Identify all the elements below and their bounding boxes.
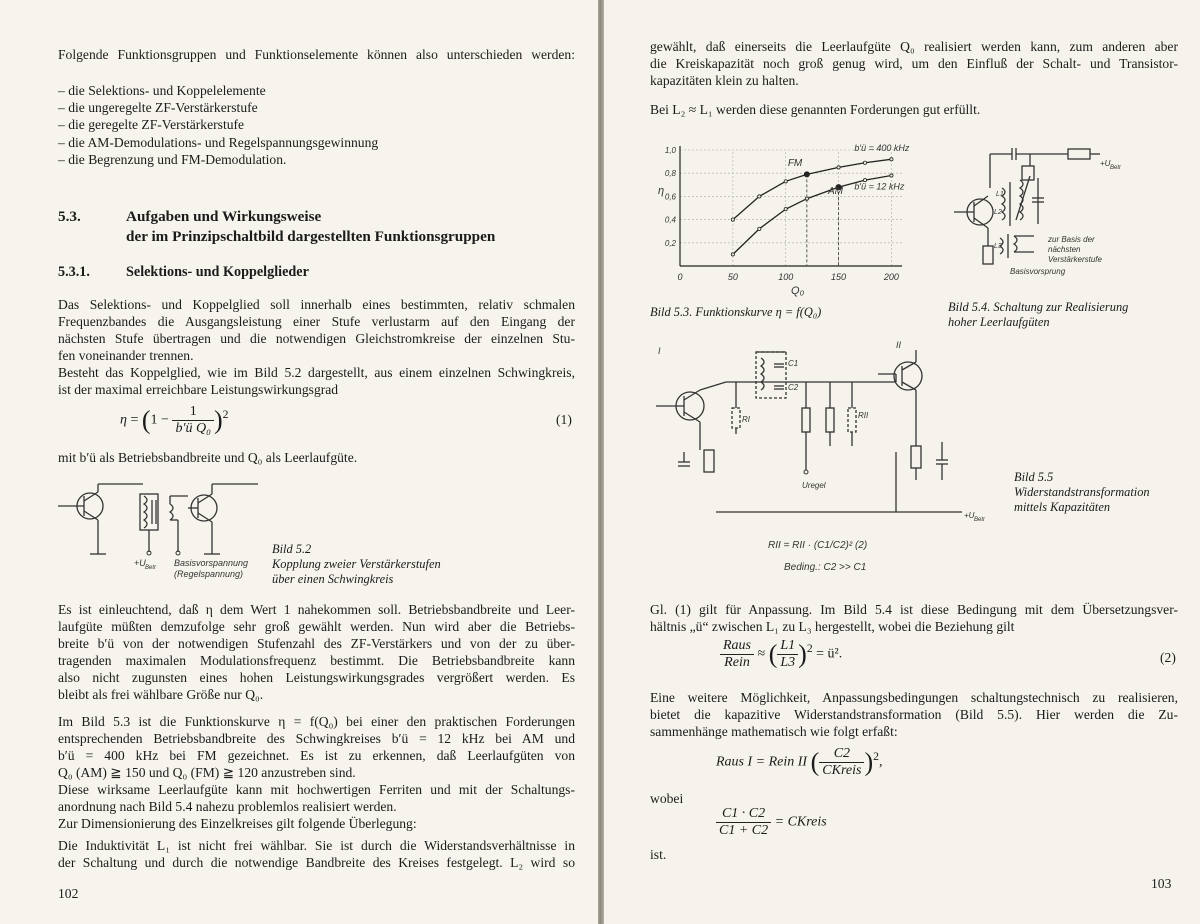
- fig55-c1-label: C1: [788, 359, 799, 368]
- eq-exponent: 2: [806, 642, 813, 656]
- chart-ytick-label: 0,8: [664, 169, 676, 179]
- eq-term: = CKreis: [774, 814, 827, 830]
- list-item: – die AM-Demodulations- und Regelspannungsgewinnung: [58, 134, 378, 151]
- caption-line: Bild 5.2: [272, 542, 312, 556]
- equation-1: η = (1 − $\frac{1}{\text{b′ü Q₀}}$ )$^2$: [120, 404, 229, 436]
- chart-point: [731, 253, 734, 256]
- figure-5-2-circuit: [58, 482, 258, 588]
- text-line: der Schaltung und durch die notwendige Bandbreite des Kreises festgelegt. L₂ wird so: [58, 855, 575, 870]
- eq-fraction: [716, 806, 771, 839]
- fig55-condition: Beding.: C2 >> C1: [784, 562, 867, 573]
- figure-5-4-caption: [948, 300, 1128, 330]
- fig52-ubetr-label: +U: [134, 558, 146, 568]
- eq-fraction: [777, 638, 798, 671]
- function-group-list: [58, 82, 378, 168]
- section-title-line1: Aufgaben und Wirkungsweise: [126, 208, 322, 225]
- eq-fraction: [720, 638, 754, 671]
- chart-xtick-label: 50: [727, 272, 738, 282]
- caption-line: mittels Kapazitäten: [1014, 500, 1111, 514]
- text-line: Das Selektions- und Koppelglied soll innerhalb eines bestimmten, relativ schmalen: [58, 297, 575, 312]
- text-line: entsprechenden Betriebsbandbreite des Schwingkreises b′ü = 12 kHz bei AM und: [58, 731, 575, 746]
- equation-2-number: (2): [1160, 650, 1176, 665]
- text-line: nächsten Stufe übertragen und die notwendigen Gleichstromkreise der einzelnen Stu-: [58, 331, 575, 346]
- text-line: gewählt, daß einerseits die Leerlaufgüte Q₀ realisiert werden kann, zum anderen aber: [650, 39, 1178, 54]
- chart-point: [890, 174, 893, 177]
- eq-numerator: C2: [819, 746, 864, 763]
- subsection-title: Selektions- und Koppelglieder: [126, 264, 309, 280]
- text-line: kapazitäten klein zu halten.: [650, 73, 799, 88]
- text-line: ist der maximal erreichbare Leistungswirkungsgrad: [58, 382, 339, 397]
- figure-5-5-circuit: [656, 342, 996, 582]
- chart-annotation-am: AM: [828, 186, 843, 198]
- fig55-ubetr-sub: Betr: [974, 517, 986, 523]
- fig55-transistor-i-label: I: [658, 346, 661, 356]
- eq-fraction: [819, 746, 864, 779]
- chart-ytick-label: 0,4: [664, 215, 676, 225]
- fig54-l3-label: L3: [994, 243, 1002, 250]
- eq-denominator: L3: [780, 655, 796, 670]
- caption-line: Bild 5.4. Schaltung zur Realisierung: [948, 300, 1129, 314]
- fig55-ri-label: RI: [742, 415, 750, 424]
- right-page: [604, 0, 1200, 924]
- equation-3: Raus I = Rein II ( $\frac{C2}{\text{CKreis}}$ )$^2$,: [716, 746, 883, 778]
- equation-2: $\frac{\text{Raus}}{\text{Rein}}$ ≈ ( $\frac{L1}{L3}$ )$^2$ = ü².: [720, 638, 842, 671]
- text-line: anordnung nach Bild 5.4 nahezu problemlos realisiert werden.: [58, 799, 397, 814]
- figure-5-4-circuit: [950, 146, 1150, 286]
- text-line: also nicht zugunsten eines hohen Leistungswirkungsgrades vergrößert werden. Es: [58, 670, 575, 685]
- caption-line: über einen Schwingkreis: [272, 572, 394, 586]
- page-number-left: 102: [58, 886, 79, 901]
- eq-denominator: C1 + C2: [719, 823, 769, 838]
- fig55-formula: RII = RII · (C1/C2)² (2): [768, 540, 868, 551]
- mit-line: mit b′ü als Betriebsbandbreite und Q₀ als Leerlaufgüte.: [58, 450, 358, 465]
- fig54-next-label-2: nächsten: [1048, 245, 1081, 254]
- intro-text: Folgende Funktionsgruppen und Funktionselemente können also unterschieden werden:: [58, 47, 575, 62]
- chart-xtick-label: 150: [831, 272, 847, 282]
- eq-term: 1 −: [150, 412, 169, 428]
- eq-term: = ü².: [816, 646, 843, 662]
- chart-ticks: [665, 146, 899, 282]
- text-line: Besteht das Koppelglied, wie im Bild 5.2 dargestellt, aus einem einzelnen Schwingkreis,: [58, 365, 575, 380]
- wobei-text: wobei: [650, 791, 684, 806]
- eq-exponent: 2: [222, 408, 229, 422]
- text-line: Frequenzbandes die Ausgangsleistung einer Stufe verlustarm auf den Eingang der: [58, 314, 575, 329]
- equation-4: [716, 806, 827, 839]
- fig55-transistor-ii-label: II: [896, 340, 902, 350]
- caption-line: hoher Leerlaufgüten: [948, 315, 1050, 329]
- chart-xtick-label: 0: [677, 272, 683, 282]
- page-number-right: 103: [1151, 876, 1172, 891]
- caption-line: Widerstandstransformation: [1014, 485, 1150, 499]
- chart-annotation-bw-fm: b′ü = 400 kHz: [854, 143, 910, 154]
- eq-denominator: Rein: [724, 655, 750, 670]
- paragraph-6: Zur Dimensionierung des Einzelkreises gilt folgende Überlegung:: [58, 816, 417, 831]
- chart-point: [731, 218, 734, 221]
- eq-exponent: 2: [873, 750, 879, 764]
- eq-numerator: C1 · C2: [716, 806, 771, 823]
- eq-numerator: Raus: [720, 638, 754, 655]
- chart-point: [890, 158, 893, 161]
- figure-5-5-caption: [1014, 470, 1150, 515]
- equation-1-number: (1): [556, 412, 572, 427]
- eq-denominator: b′ü Q₀: [175, 421, 211, 436]
- chart-point: [784, 180, 787, 183]
- chart-point: [758, 195, 761, 198]
- section-number: 5.3.: [58, 208, 81, 225]
- chart-xtick-label: 100: [778, 272, 794, 282]
- chart-xlabel: Q₀: [791, 285, 805, 297]
- chart-ytick-label: 0,6: [664, 192, 676, 202]
- chart-point: [863, 161, 866, 164]
- list-item: – die ungeregelte ZF-Verstärkerstufe: [58, 99, 378, 116]
- text-line: Eine weitere Möglichkeit, Anpassungsbedingungen schaltungstechnisch zu realisieren,: [650, 690, 1178, 705]
- chart-series-group: [731, 158, 893, 266]
- chart-annotation-bw-am: b′ü = 12 kHz: [854, 181, 905, 192]
- fig54-ubetr-sub: Betr: [1110, 165, 1122, 171]
- bei-line: Bei L₂ ≈ L₁ werden diese genannten Forderungen gut erfüllt.: [650, 102, 981, 117]
- figure-5-2-caption: [272, 542, 441, 587]
- text-line: die Kreiskapazität noch groß genug wird, um den Einfluß der Schalt- und Transistor-: [650, 56, 1178, 71]
- fig54-next-label-3: Verstärkerstufe: [1048, 255, 1102, 264]
- list-item: – die geregelte ZF-Verstärkerstufe: [58, 116, 378, 133]
- subsection-number: 5.3.1.: [58, 264, 90, 280]
- text-line: Im Bild 5.3 ist die Funktionskurve η = f(Q₀) bei einer den praktischen Forderungen: [58, 714, 575, 729]
- text-line: bietet die kapazitive Widerstandstransformation (Bild 5.5). Hier werden die Zu-: [650, 707, 1178, 722]
- fig54-next-label: zur Basis der: [1048, 235, 1095, 244]
- eq-symbol: ≈: [757, 646, 766, 662]
- list-item: – die Selektions- und Koppelelemente: [58, 82, 378, 99]
- fig52-bias-label-2: (Regelspannung): [174, 569, 244, 579]
- section-title-line2: der im Prinzipschaltbild dargestellten Funktionsgruppen: [126, 228, 496, 245]
- fig54-l2-label: L2: [994, 209, 1002, 216]
- fig54-ubetr-label: +U: [1100, 159, 1111, 168]
- text-line: breite b′ü von der notwendigen Stufenzahl des ZF-Verstärkers und von der zu über-: [58, 636, 575, 651]
- chart-ylabel: η: [658, 185, 665, 198]
- fig55-ubetr-label: +U: [964, 511, 975, 520]
- list-item: – die Begrenzung und FM-Demodulation.: [58, 151, 378, 168]
- figure-5-3-chart: [652, 142, 912, 298]
- text-line: fen voneinander trennen.: [58, 348, 194, 363]
- eq-fraction: [172, 404, 214, 437]
- chart-point: [784, 208, 787, 211]
- text-line: tragenden maximalen Modulationsfrequenz bestimmt. Die Betriebsbandbreite kann: [58, 653, 575, 668]
- text-line: Gl. (1) gilt für Anpassung. Im Bild 5.4 ist diese Bedingung mit dem Übersetzungsver-: [650, 602, 1178, 617]
- eq-term: ,: [878, 754, 883, 770]
- text-line: sammenhänge mathematisch wie folgt erfaßt:: [650, 724, 898, 739]
- eq-numerator: L1: [777, 638, 798, 655]
- figure-5-3-caption: Bild 5.3. Funktionskurve η = f(Q₀): [650, 305, 822, 319]
- chart-point: [758, 227, 761, 230]
- text-line: Diese wirksame Leerlaufgüte kann mit hochwertigen Ferriten und mit der Schaltungs-: [58, 782, 575, 797]
- text-line: b′ü = 400 kHz bei FM gezeichnet. Es ist zu erkennen, daß Leerlaufgüten von: [58, 748, 575, 763]
- fig54-bias-label: Basisvorsprung: [1010, 267, 1066, 276]
- eq-term: = Rein II: [755, 754, 808, 770]
- text-line: Q₀ (AM) ≧ 150 und Q₀ (FM) ≧ 120 anzustreben sind.: [58, 765, 356, 780]
- eq-denominator: CKreis: [822, 763, 862, 778]
- chart-ytick-label: 1,0: [664, 146, 676, 155]
- chart-point: [837, 166, 840, 169]
- text-line: hältnis „ü“ zwischen L₁ zu L₃ hergestellt, wobei die Beziehung gilt: [650, 619, 1015, 634]
- chart-xtick-label: 200: [883, 272, 899, 282]
- eq-symbol: =: [130, 412, 139, 428]
- text-line: laufgüte müßten demzufolge sehr groß gewählt werden. Nun wird aber die Betriebs-: [58, 619, 575, 634]
- fig55-ureg-label: Uregel: [802, 481, 826, 490]
- caption-line: Bild 5.5: [1014, 470, 1054, 484]
- eq-symbol: η: [120, 412, 127, 428]
- fig55-rii-label: RII: [858, 411, 869, 420]
- eq-term: Raus I: [716, 754, 753, 770]
- chart-ytick-label: 0,2: [664, 238, 676, 248]
- text-line: bleibt als frei wählbare Größe nur Q₀.: [58, 687, 264, 702]
- text-line: Die Induktivität L₁ ist nicht frei wählbar. Sie ist durch die Widerstandsverhältnisse in: [58, 838, 575, 853]
- ist-text: ist.: [650, 847, 667, 862]
- text-line: Es ist einleuchtend, daß η dem Wert 1 nahekommen soll. Betriebsbandbreite und Leer-: [58, 602, 575, 617]
- fig54-l1-label: L1: [996, 191, 1004, 198]
- caption-line: Kopplung zweier Verstärkerstufen: [272, 557, 441, 571]
- eq-numerator: 1: [172, 404, 214, 421]
- chart-annotation-fm: FM: [787, 158, 803, 170]
- left-page: [0, 0, 598, 924]
- fig52-bias-label: Basisvorspannung: [174, 558, 249, 568]
- fig52-ubetr-sub: Betr: [145, 565, 157, 571]
- fig55-c2-label: C2: [788, 383, 799, 392]
